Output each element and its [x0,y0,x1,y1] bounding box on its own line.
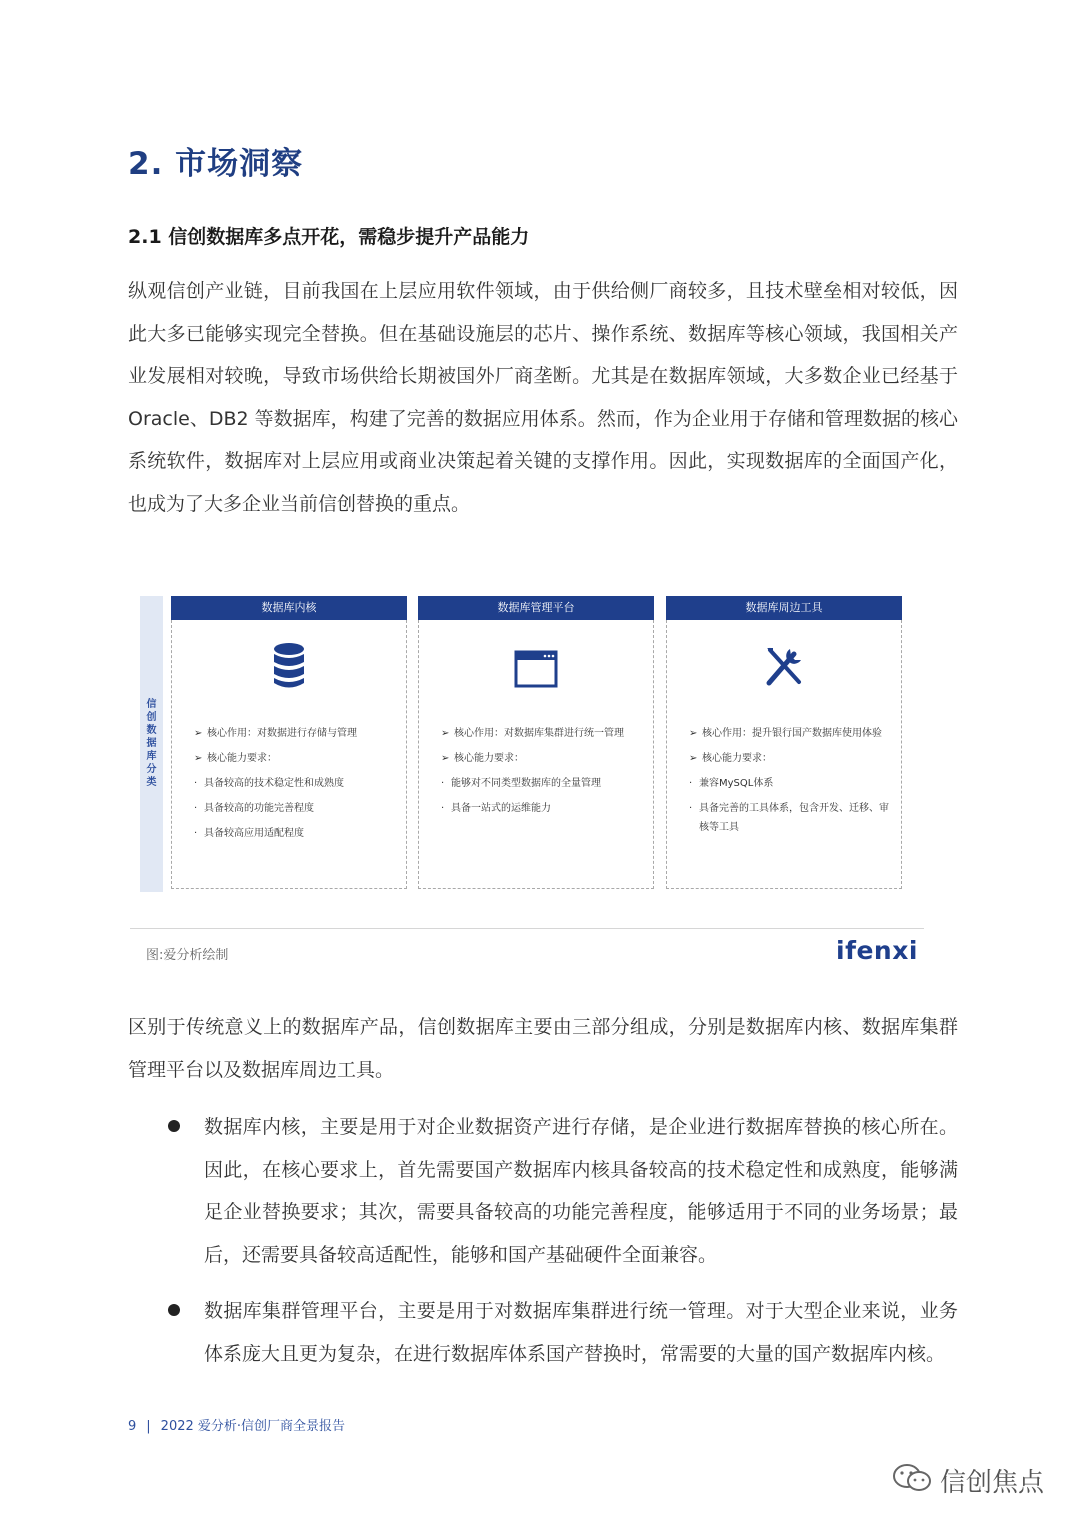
bullet-text: 数据库集群管理平台，主要是用于对数据库集群进行统一管理。对于大型企业来说，业务体系庞大且更为复杂，在进行数据库体系国产替换时，常需要的大量的国产数据库内核。 [204,1300,958,1365]
column-items [194,724,396,849]
arrow-marker: ➢ [441,728,450,739]
arrow-marker: ➢ [689,728,698,739]
column-item [194,774,396,793]
intro-paragraph: 纵观信创产业链，目前我国在上层应用软件领域，由于供给侧厂商较多，且技术壁垒相对较低，因此大多已能够实现完全替换。但在基础设施层的芯片、操作系统、数据库等核心领域，我国相关产业发展相对较晚，导致市场供给长期被国外厂商垄断。尤其是在数据库领域，大多数企业已经基于Oracle、DB2 等数据库，构建了完善的数据应用体系。然而，作为企业用于存储和管理数据的核心系统软件，数据库对上层应用或商业决策起着关键的支撑作用。因此，实现数据库的全面国产化，也成为了大多企业当前信创替换的重点。 [128,280,958,515]
column-item [441,774,643,793]
column-item-text: 核心能力要求： [454,753,524,764]
column-body [418,620,654,889]
page-footer [128,1415,345,1434]
page-number: 9 [128,1419,137,1434]
column-items [689,724,891,843]
wechat-icon [892,1463,934,1497]
ifenxi-logo: ifenxi [836,936,918,965]
bullet-cluster-platform [168,1290,958,1375]
footer-separator: | [146,1419,151,1434]
bullet-dot [168,1304,180,1316]
dot-marker: · [689,803,693,814]
column-database-kernel [171,596,407,890]
column-item [689,774,891,793]
subsection-title: 2.1 信创数据库多点开花，需稳步提升产品能力 [128,226,530,248]
column-peripheral-tools [666,596,902,890]
column-item [194,824,396,843]
watermark-text: 信创焦点 [940,1468,1045,1498]
column-item [194,749,396,768]
dot-marker: · [194,803,198,814]
arrow-marker: ➢ [194,753,203,764]
column-management-platform [418,596,654,890]
column-items [441,724,643,824]
dot-marker: · [441,778,445,789]
database-icon [172,642,406,694]
dot-marker: · [689,778,693,789]
column-item-text: 具备较高的技术稳定性和成熟度 [204,778,344,789]
column-item-text: 能够对不同类型数据库的全量管理 [451,778,601,789]
column-header: 数据库内核 [171,596,407,620]
column-body [171,620,407,889]
database-classification-figure [140,594,930,894]
column-item-text: 核心能力要求： [702,753,772,764]
column-item [194,724,396,743]
figure-divider [130,928,924,929]
column-item [441,724,643,743]
column-header: 数据库周边工具 [666,596,902,620]
bullet-dot [168,1120,180,1132]
column-item [441,799,643,818]
tools-icon [667,646,901,692]
components-paragraph: 区别于传统意义上的数据库产品，信创数据库主要由三部分组成，分别是数据库内核、数据库集群管理平台以及数据库周边工具。 [128,1016,958,1081]
arrow-marker: ➢ [689,753,698,764]
column-item-text: 核心作用：对数据进行存储与管理 [207,728,357,739]
column-item [441,749,643,768]
column-item [194,799,396,818]
column-body [666,620,902,889]
section-title: 2. 市场洞察 [128,146,304,182]
bullet-list [168,1106,958,1389]
window-icon [419,650,653,692]
dot-marker: · [194,778,198,789]
report-title: 2022 爱分析·信创厂商全景报告 [160,1419,346,1434]
column-item-text: 核心作用：提升银行国产数据库使用体验 [702,728,882,739]
column-item-text: 具备较高应用适配程度 [204,828,304,839]
column-item-text: 核心作用：对数据库集群进行统一管理 [454,728,624,739]
column-item-text: 具备较高的功能完善程度 [204,803,314,814]
bullet-database-kernel [168,1106,958,1276]
column-header: 数据库管理平台 [418,596,654,620]
column-item [689,799,891,837]
column-item-text: 核心能力要求： [207,753,277,764]
column-item [689,724,891,743]
column-item-text: 具备完善的工具体系，包含开发、迁移、审核等工具 [699,803,889,833]
column-item-text: 兼容MySQL体系 [699,778,774,789]
arrow-marker: ➢ [194,728,203,739]
column-item [689,749,891,768]
dot-marker: · [194,828,198,839]
column-item-text: 具备一站式的运维能力 [451,803,551,814]
figure-caption: 图:爱分析绘制 [146,948,229,963]
dot-marker: · [441,803,445,814]
bullet-text: 数据库内核，主要是用于对企业数据资产进行存储，是企业进行数据库替换的核心所在。因此，在核心要求上，首先需要国产数据库内核具备较高的技术稳定性和成熟度，能够满足企业替换要求；其次，需要具备较高的功能完善程度，能够适用于不同的业务场景；最后，还需要具备较高适配性，能够和国产基础硬件全面兼容。 [204,1116,958,1266]
figure-side-label: 信 创 数 据 库 分 类 [146,699,157,788]
arrow-marker: ➢ [441,753,450,764]
